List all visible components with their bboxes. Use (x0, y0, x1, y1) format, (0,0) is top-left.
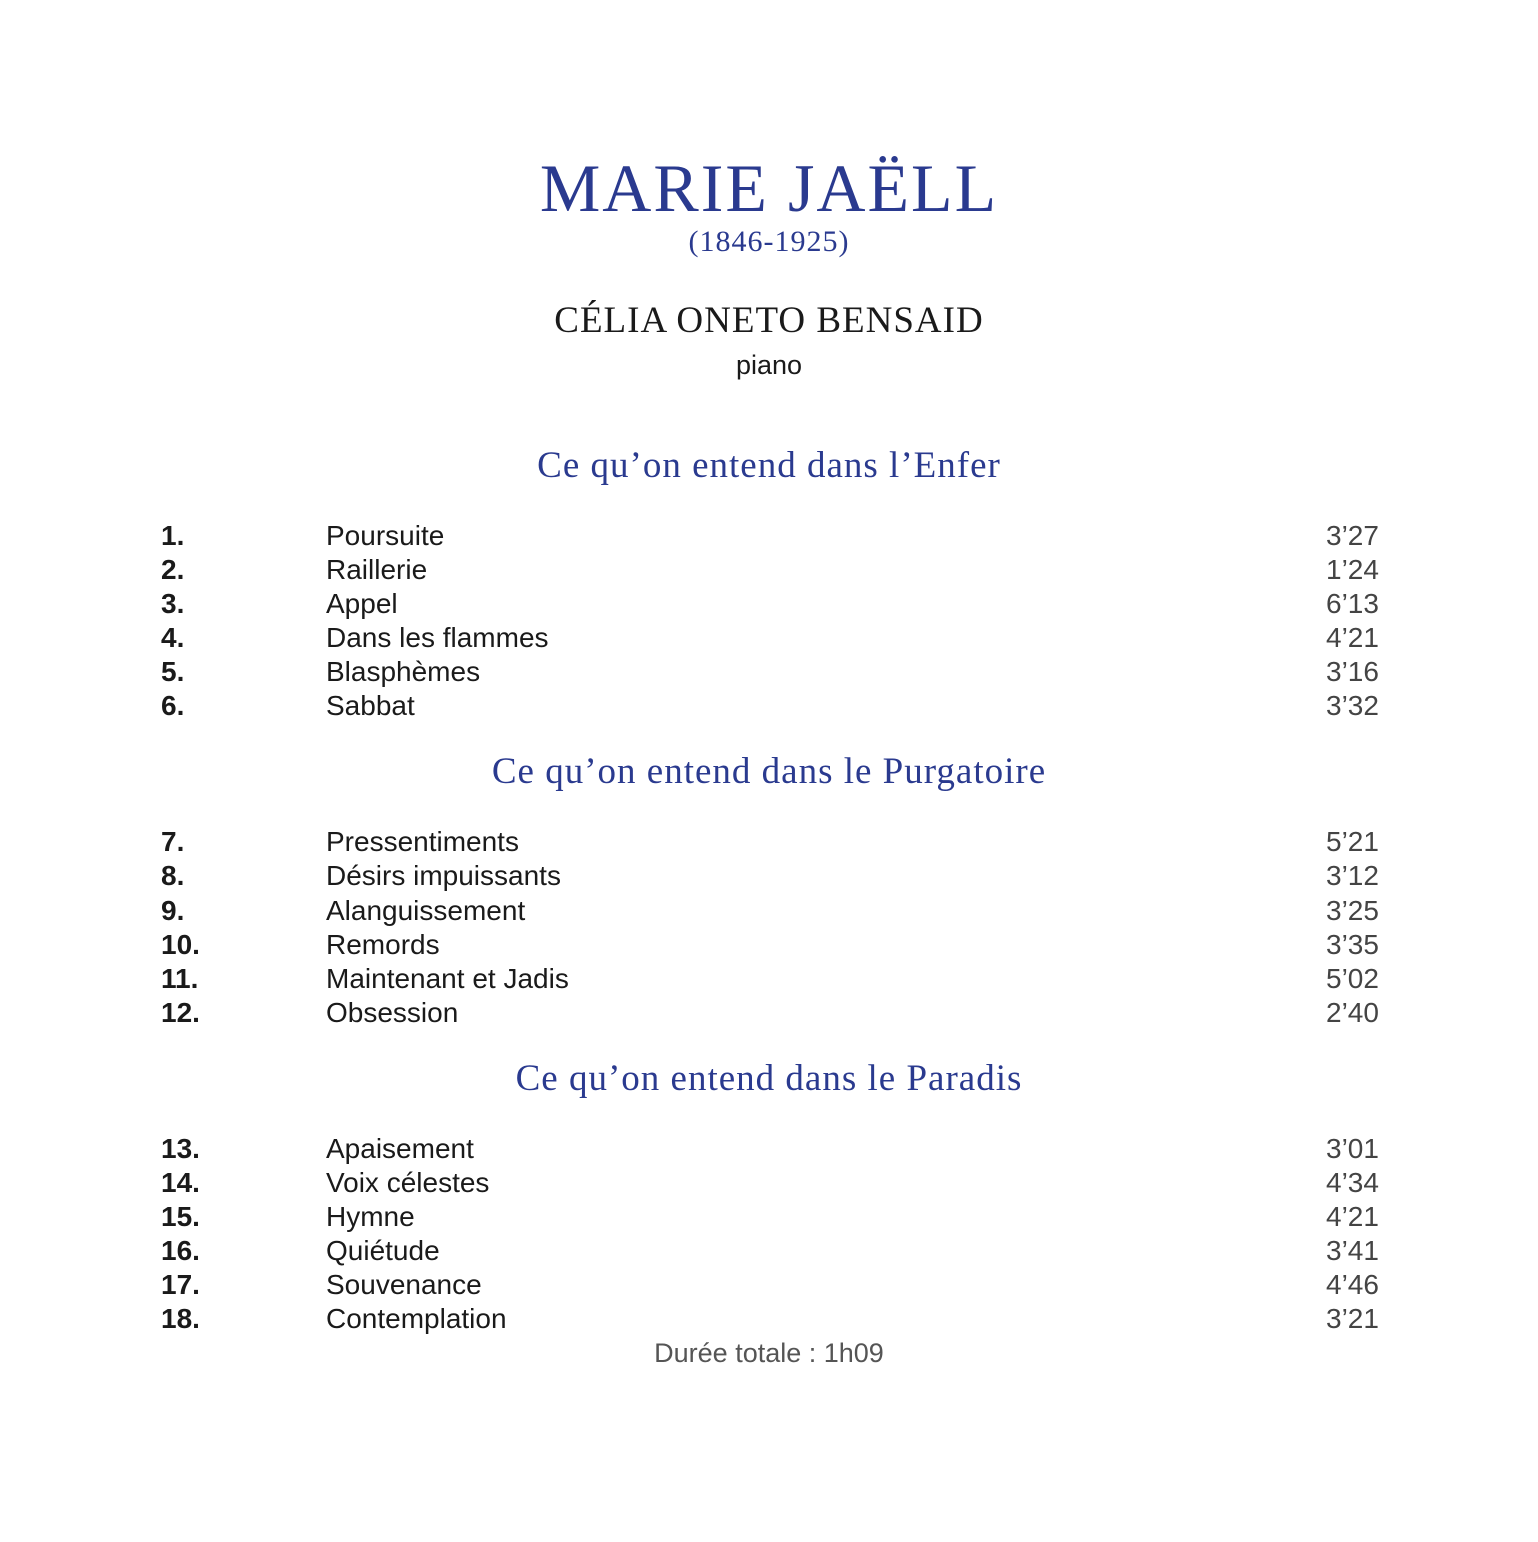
track-duration: 6’13 (1326, 588, 1379, 619)
section-title-paradis: Ce qu’on entend dans le Paradis (515, 1058, 1023, 1099)
track-title: Quiétude (326, 1235, 440, 1266)
track-number: 8. (161, 860, 185, 891)
track-duration: 5’21 (1326, 826, 1379, 857)
track-row (0, 689, 1538, 723)
track-duration: 3’01 (1326, 1133, 1379, 1164)
track-title: Appel (326, 588, 398, 619)
track-row (0, 1268, 1538, 1302)
performer-name: CÉLIA ONETO BENSAID (554, 300, 984, 341)
track-row (0, 1234, 1538, 1268)
track-title: Sabbat (326, 690, 415, 721)
track-number: 9. (161, 895, 185, 926)
track-duration: 1’24 (1326, 554, 1379, 585)
track-number: 4. (161, 622, 185, 653)
track-row (0, 962, 1538, 996)
track-duration: 3’35 (1326, 929, 1379, 960)
track-title: Blasphèmes (326, 656, 481, 687)
track-number: 11. (161, 963, 199, 994)
track-number: 5. (161, 656, 185, 687)
track-number: 6. (161, 690, 185, 721)
track-row (0, 928, 1538, 962)
track-row (0, 1166, 1538, 1200)
track-number: 3. (161, 588, 185, 619)
track-title: Remords (326, 929, 440, 960)
track-title: Contemplation (326, 1303, 507, 1334)
track-row (0, 621, 1538, 655)
track-row (0, 553, 1538, 587)
track-duration: 4’21 (1326, 622, 1379, 653)
track-duration: 3’12 (1326, 860, 1379, 891)
track-number: 17. (161, 1269, 200, 1300)
track-title: Pressentiments (326, 826, 519, 857)
track-number: 13. (161, 1133, 200, 1164)
track-number: 16. (161, 1235, 200, 1266)
track-row (0, 655, 1538, 689)
track-duration: 3’25 (1326, 895, 1379, 926)
track-duration: 3’41 (1326, 1235, 1379, 1266)
track-row (0, 894, 1538, 928)
track-row (0, 1302, 1538, 1336)
composer-dates: (1846-1925) (688, 225, 850, 258)
track-duration: 3’21 (1326, 1303, 1379, 1334)
track-row (0, 587, 1538, 621)
track-title: Apaisement (326, 1133, 474, 1164)
track-number: 10. (161, 929, 200, 960)
track-duration: 4’21 (1326, 1201, 1379, 1232)
track-number: 12. (161, 997, 200, 1028)
track-number: 2. (161, 554, 185, 585)
track-title: Dans les flammes (326, 622, 549, 653)
track-duration: 3’32 (1326, 690, 1379, 721)
track-number: 15. (161, 1201, 200, 1232)
track-title: Obsession (326, 997, 459, 1028)
track-duration: 4’46 (1326, 1269, 1379, 1300)
track-duration: 4’34 (1326, 1167, 1379, 1198)
track-row (0, 1132, 1538, 1166)
track-duration: 3’27 (1326, 520, 1379, 551)
track-row (0, 996, 1538, 1030)
track-duration: 2’40 (1326, 997, 1379, 1028)
track-number: 14. (161, 1167, 200, 1198)
track-row (0, 519, 1538, 553)
track-row (0, 825, 1538, 859)
track-row (0, 1200, 1538, 1234)
section-title-enfer: Ce qu’on entend dans l’Enfer (537, 445, 1001, 486)
track-title: Alanguissement (326, 895, 526, 926)
total-duration: Durée totale : 1h09 (654, 1338, 884, 1368)
track-title: Raillerie (326, 554, 428, 585)
composer-name: MARIE JAËLL (539, 150, 999, 226)
track-number: 1. (161, 520, 185, 551)
track-title: Poursuite (326, 520, 445, 551)
track-number: 18. (161, 1303, 200, 1334)
track-title: Désirs impuissants (326, 860, 561, 891)
track-duration: 3’16 (1326, 656, 1379, 687)
track-title: Souvenance (326, 1269, 482, 1300)
track-number: 7. (161, 826, 185, 857)
section-title-purgatoire: Ce qu’on entend dans le Purgatoire (491, 751, 1047, 792)
instrument-label: piano (735, 350, 803, 380)
track-title: Hymne (326, 1201, 415, 1232)
track-duration: 5’02 (1326, 963, 1379, 994)
track-title: Maintenant et Jadis (326, 963, 569, 994)
track-title: Voix célestes (326, 1167, 490, 1198)
track-row (0, 859, 1538, 893)
